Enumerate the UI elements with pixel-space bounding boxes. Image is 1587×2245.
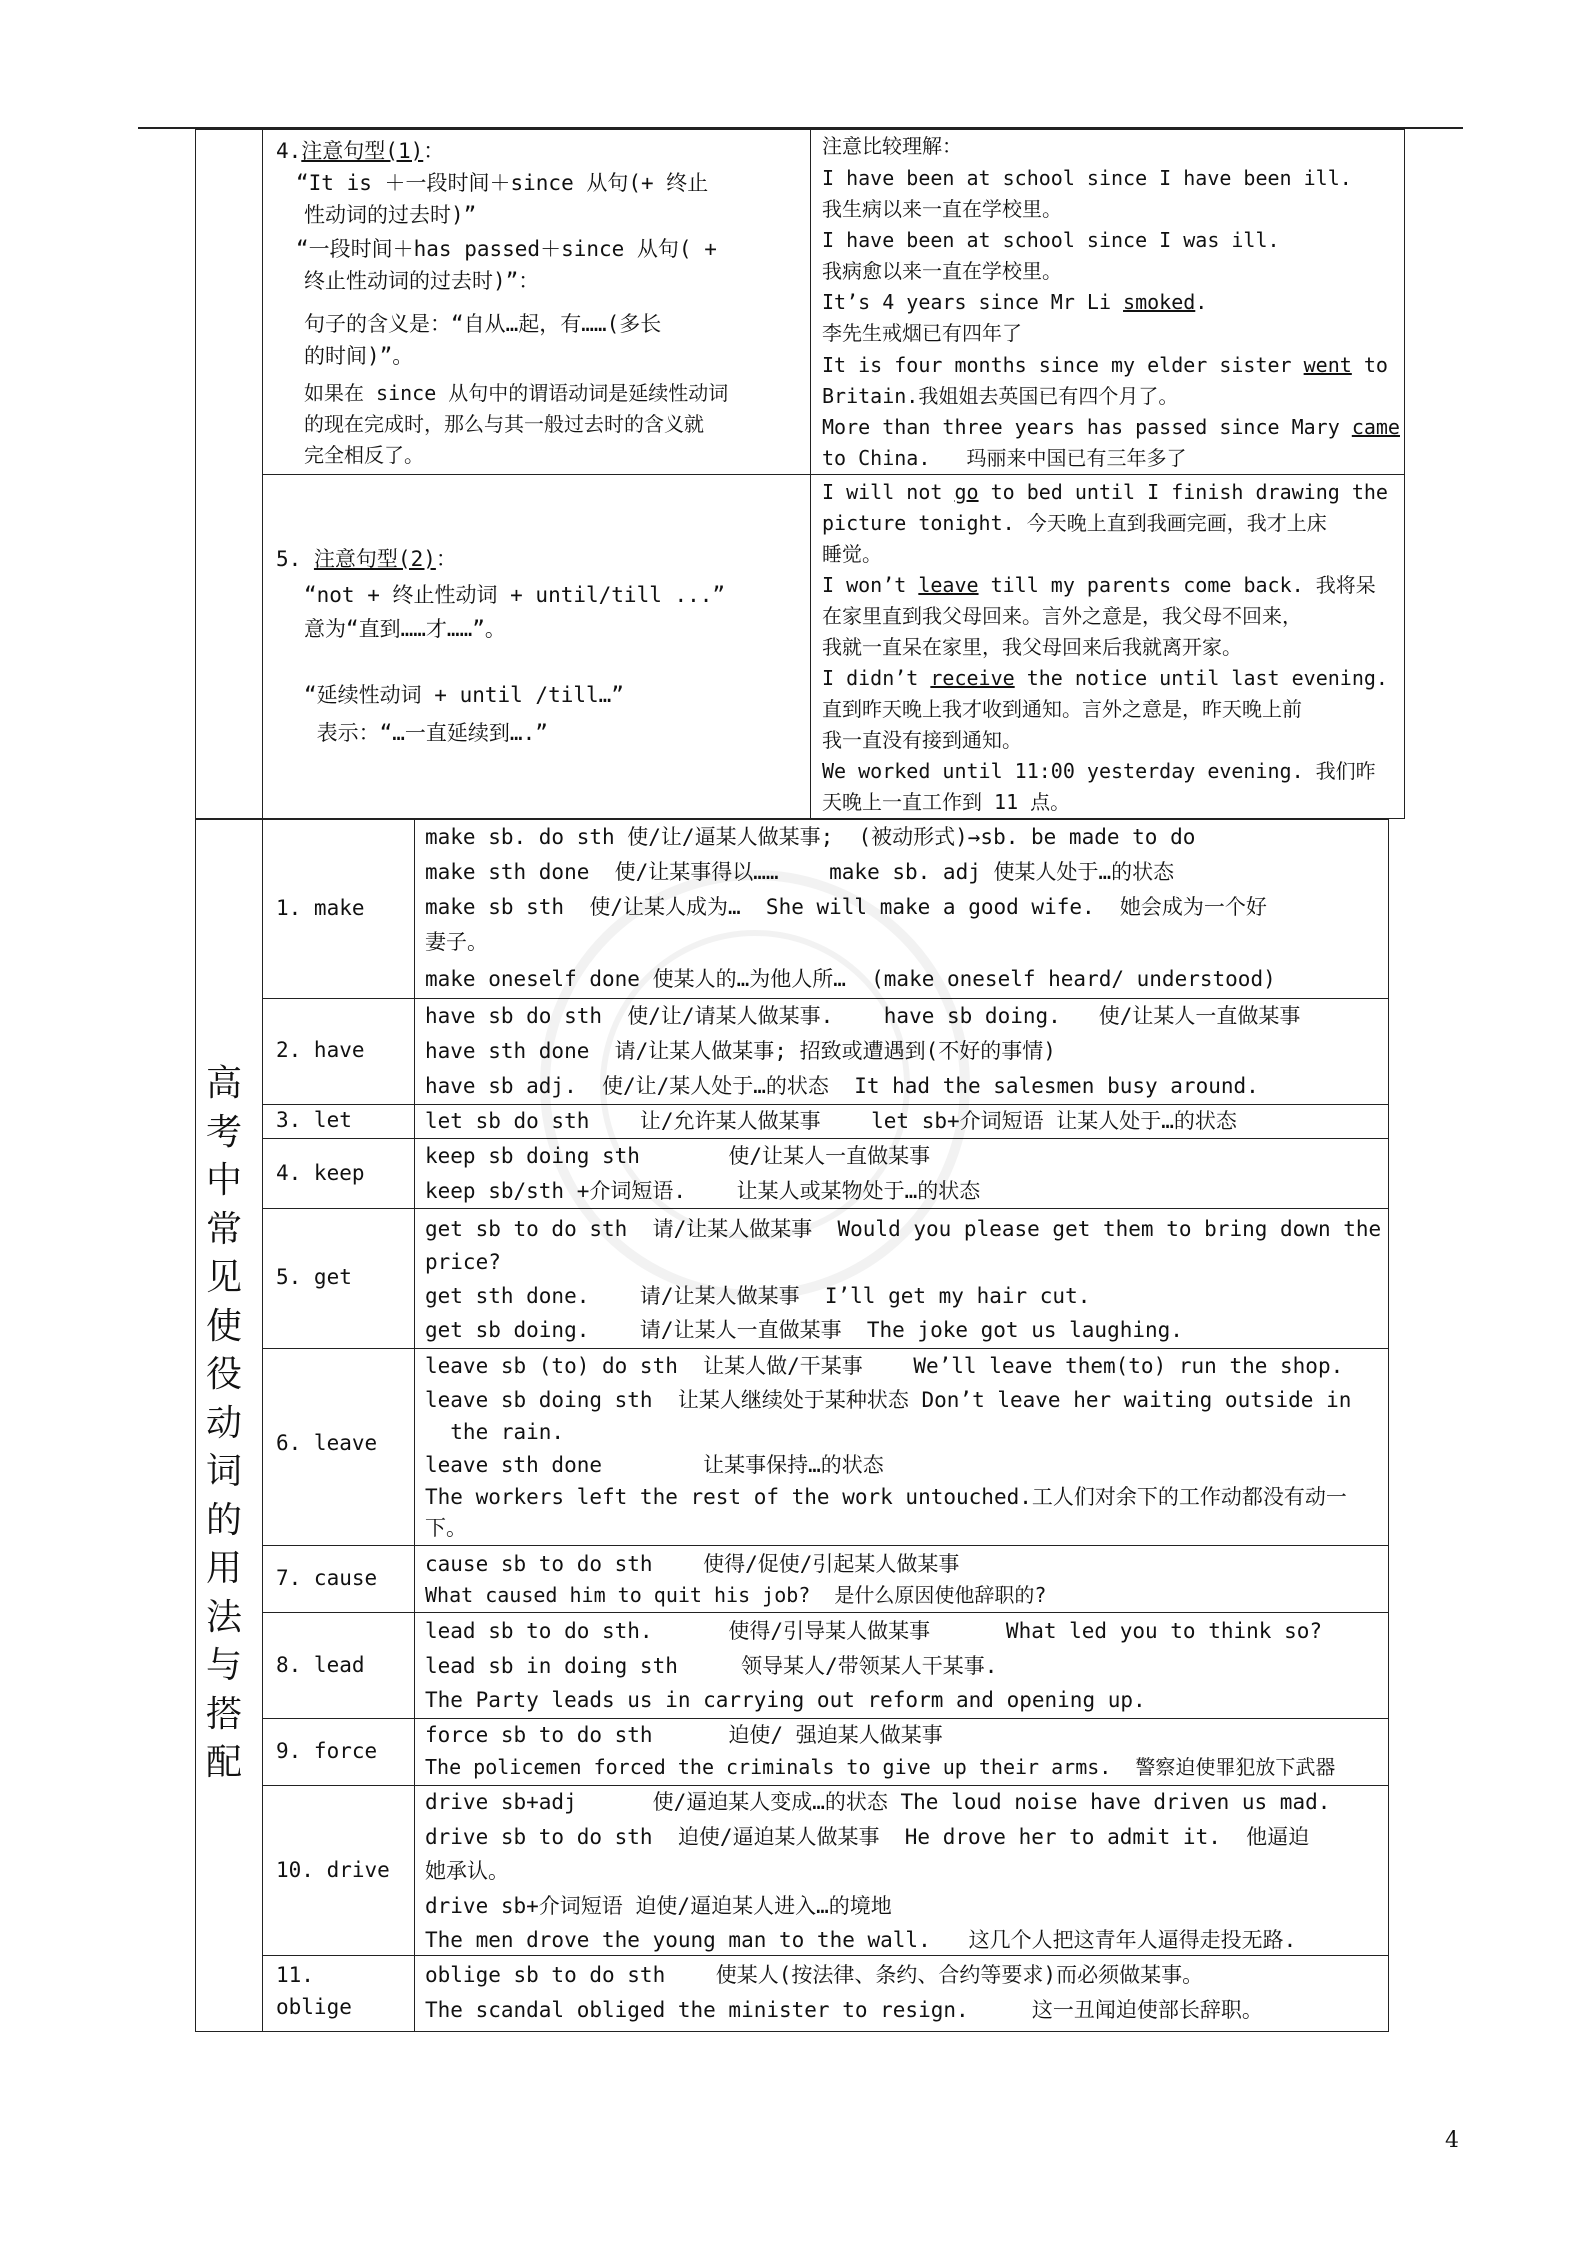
row-label-leave: 6. leave: [276, 1431, 378, 1455]
row-divider: [262, 1545, 1389, 1546]
content-line: The Party leads us in carrying out reform and opening up.: [425, 1688, 1146, 1712]
content-line: price?: [425, 1250, 501, 1274]
row-divider: [262, 1612, 1389, 1613]
row-divider: [262, 1718, 1389, 1719]
content-line: leave sb doing sth 让某人继续处于某种状态 Don’t leave her waiting outside in: [425, 1388, 1352, 1412]
content-line: drive sb to do sth 迫使/逼迫某人做某事 He drove her to admit it. 他逼迫: [425, 1825, 1310, 1849]
content-line: leave sb (to) do sth 让某人做/干某事 We’ll leave them(to) run the shop.: [425, 1354, 1344, 1378]
content-line: 妻子。: [425, 930, 488, 954]
item4-line: 句子的含义是：“自从…起，有……(多长: [304, 312, 662, 336]
content-line: 下。: [425, 1516, 467, 1540]
content-line: leave sth done 让某事保持…的状态: [425, 1453, 884, 1477]
until-line: We worked until 11:00 yesterday evening. 我们昨: [822, 759, 1376, 783]
content-line: The men drove the young man to the wall. 这几个人把这青年人逼得走投无路.: [425, 1928, 1297, 1952]
row-label-let: 3. let: [276, 1108, 352, 1132]
item4-note-line: 的现在完成时，那么与其一般过去时的含义就: [304, 412, 704, 436]
watermark-seal-inner: [600, 930, 910, 1240]
content-line: cause sb to do sth 使得/促使/引起某人做某事: [425, 1552, 960, 1576]
row-label-get: 5. get: [276, 1265, 352, 1289]
until-line: 我就一直呆在家里，我父母回来后我就离开家。: [822, 635, 1242, 659]
until-line: 天晚上一直工作到 11 点。: [822, 790, 1071, 814]
item4-note-line: 如果在 since 从句中的谓语动词是延续性动词: [304, 381, 729, 405]
content-line: make sb. do sth 使/让/逼某人做某事; (被动形式)→sb. be made to do: [425, 825, 1196, 849]
compare-line: I have been at school since I was ill.: [822, 228, 1280, 252]
item5-heading: 注意句型(2): [313, 547, 436, 571]
row-label-drive: 10. drive: [276, 1858, 390, 1882]
compare-line: It is four months since my elder sister went to: [822, 353, 1388, 377]
content-line: drive sb+介词短语 迫使/逼迫某人进入…的境地: [425, 1894, 892, 1918]
item5-line: 意为“直到……才……”。: [304, 617, 506, 641]
content-line: drive sb+adj 使/逼迫某人变成…的状态 The loud noise have driven us mad.: [425, 1790, 1331, 1814]
compare-title: 注意比较理解：: [822, 134, 962, 158]
compare-line: 李先生戒烟已有四年了: [822, 321, 1022, 345]
content-line: lead sb in doing sth 领导某人/带领某人干某事.: [425, 1654, 998, 1678]
content-line: The scandal obliged the minister to resign. 这一丑闻迫使部长辞职。: [425, 1998, 1263, 2022]
section2-label-divider: [414, 819, 415, 2032]
item4-heading: 注意句型(1): [301, 139, 424, 163]
until-line: 睡觉。: [822, 542, 882, 566]
compare-line: It’s 4 years since Mr Li smoked.: [822, 290, 1208, 314]
item5-block: 5. 注意句型(2)：: [276, 547, 457, 571]
content-line: make sb sth 使/让某人成为… She will make a good wife. 她会成为一个好: [425, 895, 1267, 919]
row-let-content: let sb do sth 让/允许某人做某事 let sb+介词短语 让某人处于…的状态: [425, 1109, 1237, 1133]
compare-line: More than three years has passed since Mary came: [822, 415, 1400, 439]
content-line: get sth done. 请/让某人做某事 I’ll get my hair cut.: [425, 1284, 1091, 1308]
row-label-have: 2. have: [276, 1038, 365, 1062]
item4-line: 性动词的过去时)”: [304, 203, 477, 227]
content-line: make oneself done 使某人的…为他人所… (make oneself heard/ understood): [425, 967, 1276, 991]
item4-line: “一段时间＋has passed＋since 从句( +: [296, 237, 717, 261]
content-line: What caused him to quit his job? 是什么原因使他辞职的?: [425, 1583, 1047, 1607]
section2-side-title: 高考中常见使役动词的用法与搭配: [205, 1063, 242, 1783]
compare-line: to China. 玛丽来中国已有三年多了: [822, 446, 1187, 470]
item4-line: 的时间)”。: [304, 344, 414, 368]
row-divider: [262, 1348, 1389, 1349]
content-line: 她承认。: [425, 1859, 509, 1883]
section2-side-divider: [262, 819, 263, 2032]
until-line: I didn’t receive the notice until last evening.: [822, 666, 1388, 690]
compare-line: 我生病以来一直在学校里。: [822, 197, 1062, 221]
content-line: have sth done 请/让某人做某事; 招致或遭遇到(不好的事情): [425, 1039, 1056, 1063]
content-line: The policemen forced the criminals to give up their arms. 警察迫使罪犯放下武器: [425, 1755, 1336, 1779]
row-divider: [262, 1785, 1389, 1786]
until-line: I will not go to bed until I finish drawing the: [822, 480, 1388, 504]
item4-line: 终止性动词的过去时)”：: [304, 269, 540, 293]
section1-row-divider: [262, 474, 1405, 475]
content-line: oblige sb to do sth 使某人(按法律、条约、合约等要求)而必须做某事。: [425, 1963, 1204, 1987]
until-line: I won’t leave till my parents come back. 我将呆: [822, 573, 1376, 597]
item5-line: 表示：“…一直延续到….”: [304, 721, 548, 745]
content-line: lead sb to do sth. 使得/引导某人做某事 What led you to think so?: [425, 1619, 1323, 1643]
content-line: get sb to do sth 请/让某人做某事 Would you please get them to bring down the: [425, 1217, 1382, 1241]
content-line: keep sb doing sth 使/让某人一直做某事: [425, 1144, 931, 1168]
page-number: 4: [1445, 2128, 1459, 2153]
compare-line: I have been at school since I have been ill.: [822, 166, 1352, 190]
item4-line: “It is ＋一段时间＋since 从句(+ 终止: [296, 171, 709, 195]
row-label-keep: 4. keep: [276, 1161, 365, 1185]
until-line: 我一直没有接到通知。: [822, 728, 1022, 752]
compare-line: 我病愈以来一直在学校里。: [822, 259, 1062, 283]
row-label-cause: 7. cause: [276, 1566, 378, 1590]
content-line: have sb adj. 使/让/某人处于…的状态 It had the salesmen busy around.: [425, 1074, 1259, 1098]
until-line: picture tonight. 今天晚上直到我画完画，我才上床: [822, 511, 1327, 535]
item5-line: “延续性动词 + until /till…”: [304, 683, 624, 707]
content-line: force sb to do sth 迫使/ 强迫某人做某事: [425, 1723, 943, 1747]
row-label-make: 1. make: [276, 896, 365, 920]
row-label-force: 9. force: [276, 1739, 378, 1763]
content-line: make sth done 使/让某事得以…… make sb. adj 使某人处于…的状态: [425, 860, 1175, 884]
compare-line: Britain.我姐姐去英国已有四个月了。: [822, 384, 1179, 408]
row-label-oblige: 11. oblige: [276, 1963, 352, 2019]
content-line: The workers left the rest of the work untouched.工人们对余下的工作动都没有动一: [425, 1485, 1347, 1509]
item4-block: 4.注意句型(1)：: [276, 139, 445, 163]
content-line: get sb doing. 请/让某人一直做某事 The joke got us laughing.: [425, 1318, 1183, 1342]
until-line: 直到昨天晚上我才收到通知。言外之意是，昨天晚上前: [822, 697, 1302, 721]
content-line: have sb do sth 使/让/请某人做某事. have sb doing. 使/让某人一直做某事: [425, 1004, 1301, 1028]
until-line: 在家里直到我父母回来。言外之意是，我父母不回来，: [822, 604, 1302, 628]
row-label-lead: 8. lead: [276, 1653, 365, 1677]
content-line: keep sb/sth +介词短语. 让某人或某物处于…的状态: [425, 1179, 981, 1203]
item4-note-line: 完全相反了。: [304, 443, 424, 467]
item5-line: “not + 终止性动词 + until/till ...”: [304, 583, 726, 607]
content-line: the rain.: [425, 1420, 565, 1444]
